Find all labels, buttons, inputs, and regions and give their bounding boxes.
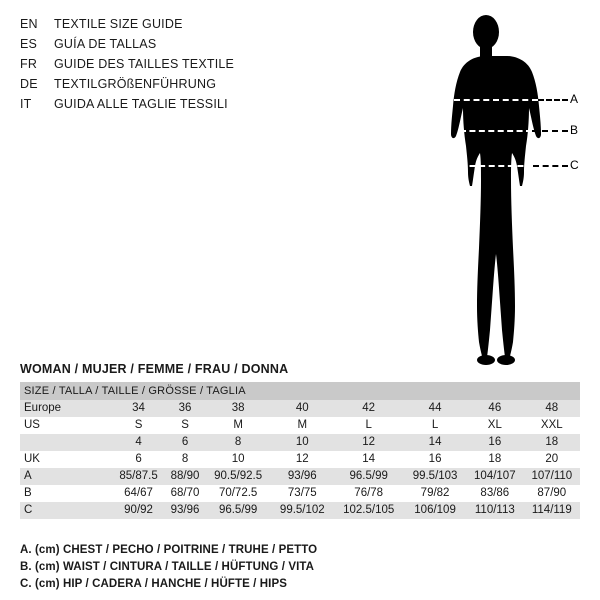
cell: 4 bbox=[112, 434, 165, 451]
language-title: TEXTILGRÖßENFÜHRUNG bbox=[54, 77, 217, 91]
female-body-figure bbox=[420, 10, 590, 370]
cell: 34 bbox=[112, 400, 165, 417]
table-header-row bbox=[20, 382, 580, 400]
language-row-es bbox=[20, 34, 350, 54]
row-label: A bbox=[20, 468, 112, 485]
legend-row-c: C. (cm) HIP / CADERA / HANCHE / HÜFTE / HIPS bbox=[20, 578, 288, 590]
cell: 46 bbox=[466, 400, 524, 417]
cell: 114/119 bbox=[524, 502, 580, 519]
language-code: EN bbox=[20, 17, 38, 31]
cell: 110/113 bbox=[466, 502, 524, 519]
cell: 18 bbox=[524, 434, 580, 451]
measure-label-a: A bbox=[570, 92, 579, 106]
language-title: TEXTILE SIZE GUIDE bbox=[54, 17, 183, 31]
cell: 44 bbox=[404, 400, 466, 417]
language-title: GUIDA ALLE TAGLIE TESSILI bbox=[54, 97, 228, 111]
cell: 36 bbox=[165, 400, 205, 417]
cell: 48 bbox=[524, 400, 580, 417]
cell: 40 bbox=[271, 400, 333, 417]
cell: 107/110 bbox=[524, 468, 580, 485]
language-code: FR bbox=[20, 57, 38, 71]
language-code: IT bbox=[20, 97, 32, 111]
row-label: C bbox=[20, 502, 112, 519]
cell: 104/107 bbox=[466, 468, 524, 485]
cell: 18 bbox=[466, 451, 524, 468]
table-row bbox=[20, 451, 580, 468]
cell: 42 bbox=[333, 400, 404, 417]
cell: 99.5/102 bbox=[271, 502, 333, 519]
size-table-wrapper bbox=[20, 382, 580, 519]
cell: 79/82 bbox=[404, 485, 466, 502]
cell: 76/78 bbox=[333, 485, 404, 502]
table-row bbox=[20, 468, 580, 485]
cell: 102.5/105 bbox=[333, 502, 404, 519]
cell: 14 bbox=[404, 434, 466, 451]
cell: 16 bbox=[466, 434, 524, 451]
cell: 10 bbox=[271, 434, 333, 451]
language-code: ES bbox=[20, 37, 38, 51]
cell: 8 bbox=[205, 434, 271, 451]
measure-line-b-body bbox=[460, 130, 532, 132]
cell: 64/67 bbox=[112, 485, 165, 502]
cell: 8 bbox=[165, 451, 205, 468]
language-row-en bbox=[20, 14, 350, 34]
cell: 90.5/92.5 bbox=[205, 468, 271, 485]
row-label: UK bbox=[20, 451, 112, 468]
row-label: Europe bbox=[20, 400, 112, 417]
section-title-woman: WOMAN / MUJER / FEMME / FRAU / DONNA bbox=[20, 362, 289, 376]
language-list bbox=[20, 14, 350, 114]
cell: 6 bbox=[165, 434, 205, 451]
cell: S bbox=[112, 417, 165, 434]
cell: 106/109 bbox=[404, 502, 466, 519]
cell: 14 bbox=[333, 451, 404, 468]
language-row-it bbox=[20, 94, 350, 114]
cell: 70/72.5 bbox=[205, 485, 271, 502]
cell: 10 bbox=[205, 451, 271, 468]
cell: 12 bbox=[271, 451, 333, 468]
cell: 16 bbox=[404, 451, 466, 468]
cell: 96.5/99 bbox=[205, 502, 271, 519]
cell: L bbox=[333, 417, 404, 434]
legend-row-b: B. (cm) WAIST / CINTURA / TAILLE / HÜFTUNG / VITA bbox=[20, 561, 315, 573]
measure-line-b-ext bbox=[532, 130, 568, 132]
measurement-legend bbox=[20, 542, 317, 593]
row-label: US bbox=[20, 417, 112, 434]
measure-label-b: B bbox=[570, 123, 579, 137]
measure-line-c-body bbox=[460, 165, 533, 167]
language-title: GUIDE DES TAILLES TEXTILE bbox=[54, 57, 235, 71]
cell: 99.5/103 bbox=[404, 468, 466, 485]
cell: 20 bbox=[524, 451, 580, 468]
table-row bbox=[20, 400, 580, 417]
cell: 93/96 bbox=[271, 468, 333, 485]
table-row bbox=[20, 417, 580, 434]
cell: L bbox=[404, 417, 466, 434]
legend-row-a: A. (cm) CHEST / PECHO / POITRINE / TRUHE / PETTO bbox=[20, 544, 318, 556]
cell: 85/87.5 bbox=[112, 468, 165, 485]
cell: 93/96 bbox=[165, 502, 205, 519]
cell: 96.5/99 bbox=[333, 468, 404, 485]
cell: 90/92 bbox=[112, 502, 165, 519]
cell: 87/90 bbox=[524, 485, 580, 502]
size-table bbox=[20, 382, 580, 519]
measure-line-a-body bbox=[454, 99, 538, 101]
language-code: DE bbox=[20, 77, 38, 91]
language-row-fr bbox=[20, 54, 350, 74]
cell: 38 bbox=[205, 400, 271, 417]
language-title: GUÍA DE TALLAS bbox=[54, 37, 157, 51]
body-silhouette-icon bbox=[420, 10, 590, 370]
measure-line-a-ext bbox=[538, 99, 568, 101]
cell: S bbox=[165, 417, 205, 434]
cell: XL bbox=[466, 417, 524, 434]
measure-line-c-ext bbox=[533, 165, 568, 167]
cell: XXL bbox=[524, 417, 580, 434]
cell: M bbox=[271, 417, 333, 434]
cell: 68/70 bbox=[165, 485, 205, 502]
table-row bbox=[20, 502, 580, 519]
measure-label-c: C bbox=[570, 158, 579, 172]
cell: M bbox=[205, 417, 271, 434]
language-row-de bbox=[20, 74, 350, 94]
table-row bbox=[20, 485, 580, 502]
row-label bbox=[20, 434, 112, 451]
cell: 6 bbox=[112, 451, 165, 468]
cell: 12 bbox=[333, 434, 404, 451]
table-row bbox=[20, 434, 580, 451]
table-header-label: SIZE / TALLA / TAILLE / GRÖSSE / TAGLIA bbox=[20, 382, 580, 400]
row-label: B bbox=[20, 485, 112, 502]
cell: 73/75 bbox=[271, 485, 333, 502]
cell: 88/90 bbox=[165, 468, 205, 485]
cell: 83/86 bbox=[466, 485, 524, 502]
